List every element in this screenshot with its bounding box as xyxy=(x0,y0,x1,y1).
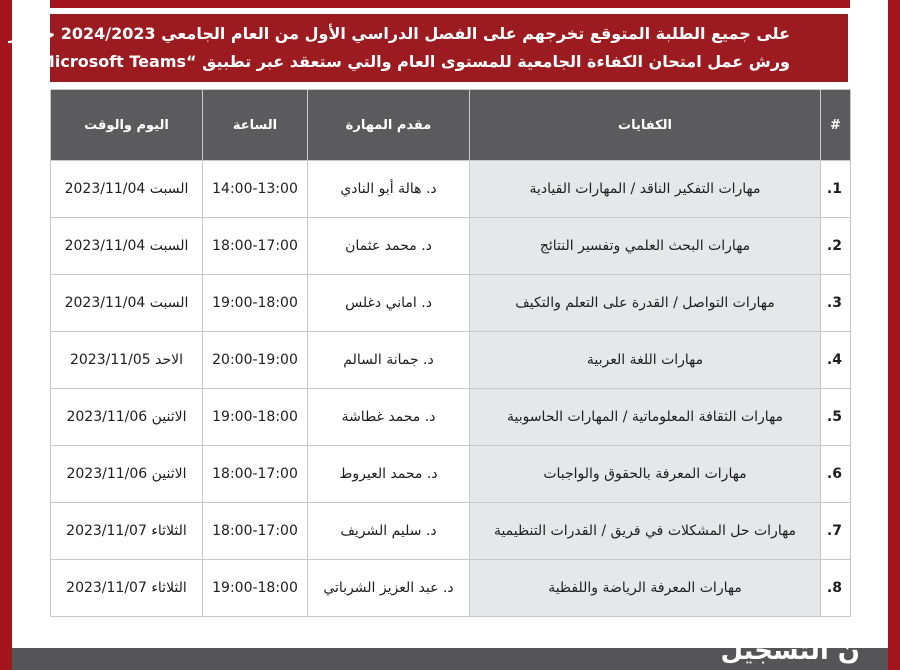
row-day: الاحد 2023/11/05 xyxy=(51,332,203,389)
table-row xyxy=(51,161,851,218)
row-presenter: د. هالة أبو النادي xyxy=(308,161,470,218)
row-day: السبت 2023/11/04 xyxy=(51,161,203,218)
row-time: 18:00-17:00 xyxy=(203,503,308,560)
footer-right-red xyxy=(888,648,900,670)
row-competency: مهارات حل المشكلات في فريق / القدرات التنظيمية xyxy=(470,503,821,560)
row-time: 18:00-17:00 xyxy=(203,446,308,503)
header-competency: الكفايات xyxy=(470,90,821,161)
row-day: الثلاثاء 2023/11/07 xyxy=(51,560,203,617)
table-row xyxy=(51,332,851,389)
row-number: 2. xyxy=(821,218,851,275)
row-time: 19:00-18:00 xyxy=(203,560,308,617)
table-row xyxy=(51,389,851,446)
row-presenter: د. سليم الشريف xyxy=(308,503,470,560)
header-time: الساعة xyxy=(203,90,308,161)
row-day: الاثنين 2023/11/06 xyxy=(51,446,203,503)
table-row xyxy=(51,503,851,560)
row-number: 7. xyxy=(821,503,851,560)
row-presenter: د. جمانة السالم xyxy=(308,332,470,389)
footer-bar xyxy=(0,636,900,670)
row-competency: مهارات البحث العلمي وتفسير النتائج xyxy=(470,218,821,275)
announcement-line-2: ورش عمل امتحان الكفاءة الجامعية للمستوى العام والتي ستعقد عبر تطبيق “Microsoft Teams” xyxy=(28,52,790,71)
row-competency: مهارات الثقافة المعلوماتية / المهارات الحاسوبية xyxy=(470,389,821,446)
row-number: 8. xyxy=(821,560,851,617)
row-time: 19:00-18:00 xyxy=(203,275,308,332)
row-competency: مهارات المعرفة الرياضة واللفظية xyxy=(470,560,821,617)
announcement-banner xyxy=(8,14,848,82)
top-red-strip xyxy=(50,0,850,8)
footer-left-red xyxy=(0,648,12,670)
row-time: 19:00-18:00 xyxy=(203,389,308,446)
header-day: اليوم والوقت xyxy=(51,90,203,161)
table-row xyxy=(51,218,851,275)
row-day: الاثنين 2023/11/06 xyxy=(51,389,203,446)
row-presenter: د. محمد العيروط xyxy=(308,446,470,503)
row-presenter: د. اماني دغلس xyxy=(308,275,470,332)
row-presenter: د. محمد عثمان xyxy=(308,218,470,275)
row-time: 18:00-17:00 xyxy=(203,218,308,275)
table-row xyxy=(51,560,851,617)
row-presenter: د. محمد غطاشة xyxy=(308,389,470,446)
footer-partial-text: نُ التسّجيل xyxy=(720,636,860,666)
row-competency: مهارات اللغة العربية xyxy=(470,332,821,389)
header-num: # xyxy=(821,90,851,161)
left-frame-border xyxy=(0,0,12,650)
row-number: 1. xyxy=(821,161,851,218)
header-presenter: مقدم المهارة xyxy=(308,90,470,161)
row-day: السبت 2023/11/04 xyxy=(51,275,203,332)
announcement-line-1: على جميع الطلبة المتوقع تخرجهم على الفصل الدراسي الأول من العام الجامعي 2024/2023 حضور xyxy=(8,24,790,43)
row-number: 4. xyxy=(821,332,851,389)
table-header-row xyxy=(51,90,851,161)
row-number: 6. xyxy=(821,446,851,503)
row-time: 20:00-19:00 xyxy=(203,332,308,389)
row-competency: مهارات التفكير الناقد / المهارات القيادية xyxy=(470,161,821,218)
row-time: 14:00-13:00 xyxy=(203,161,308,218)
row-presenter: د. عبد العزيز الشرباتي xyxy=(308,560,470,617)
row-number: 3. xyxy=(821,275,851,332)
workshop-schedule-table xyxy=(50,89,851,617)
row-competency: مهارات المعرفة بالحقوق والواجبات xyxy=(470,446,821,503)
right-frame-border xyxy=(888,0,900,650)
row-competency: مهارات التواصل / القدرة على التعلم والتكيف xyxy=(470,275,821,332)
table-row xyxy=(51,275,851,332)
table-row xyxy=(51,446,851,503)
top-strip xyxy=(12,0,888,8)
row-day: الثلاثاء 2023/11/07 xyxy=(51,503,203,560)
row-day: السبت 2023/11/04 xyxy=(51,218,203,275)
row-number: 5. xyxy=(821,389,851,446)
